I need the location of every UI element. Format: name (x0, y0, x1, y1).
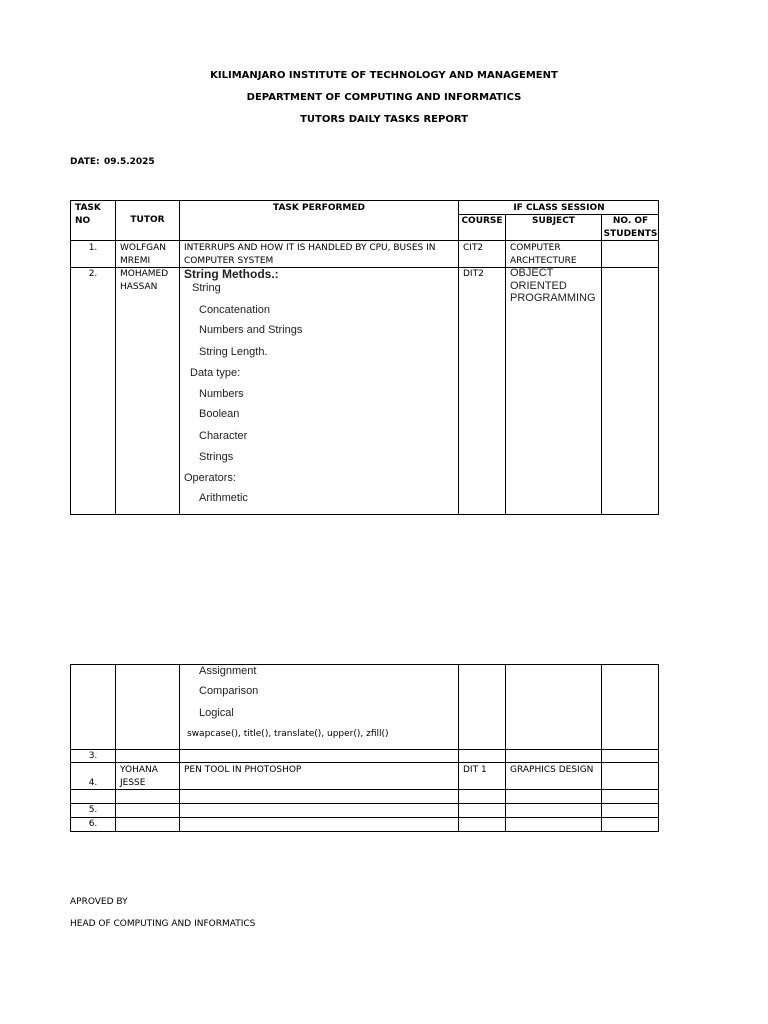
institute-name: KILIMANJARO INSTITUTE OF TECHNOLOGY AND MANAGEMENT (210, 70, 558, 81)
course-code: DIT 1 (463, 765, 487, 775)
header-subject: SUBJECT (532, 216, 575, 226)
header-task-performed: TASK PERFORMED (273, 203, 365, 213)
department-name: DEPARTMENT OF COMPUTING AND INFORMATICS (246, 92, 522, 103)
approver-title: HEAD OF COMPUTING AND INFORMATICS (70, 919, 256, 929)
task-item: Boolean (199, 408, 240, 420)
task-item: Numbers (199, 388, 244, 400)
task-title: String Methods.: (184, 267, 279, 281)
task-item: Character (199, 430, 248, 442)
task-item: Data type: (190, 367, 241, 379)
task-description: INTERRUPS AND HOW IT IS HANDLED BY CPU, BUSES IN COMPUTER SYSTEM (184, 243, 436, 266)
header-course: COURSE (461, 216, 503, 226)
date-value: 09.5.2025 (104, 157, 155, 167)
tutor-name: MOHAMED HASSAN (120, 269, 169, 292)
header-tutor: TUTOR (130, 215, 165, 225)
approved-by-label: APROVED BY (70, 897, 128, 907)
row-number: 3. (88, 751, 98, 761)
task-item: Strings (199, 451, 234, 463)
task-item: Logical (199, 707, 234, 719)
header-task-no: TASK NO (75, 203, 101, 226)
task-item: Arithmetic (199, 492, 248, 504)
subject-name: COMPUTER ARCHTECTURE (510, 243, 577, 266)
row-number: 4. (88, 778, 98, 788)
header-class-session: IF CLASS SESSION (513, 203, 605, 213)
subject-name: GRAPHICS DESIGN (510, 765, 594, 775)
string-methods-list: swapcase(), title(), translate(), upper(), zfill() (187, 729, 389, 739)
tutor-name: YOHANA JESSE (120, 765, 158, 788)
task-item: String (192, 282, 221, 294)
row-number: 2. (88, 269, 98, 279)
task-item: Numbers and Strings (199, 324, 303, 336)
date-label: DATE: (70, 157, 100, 167)
tutor-name: WOLFGAN MREMI (120, 243, 167, 266)
task-description: PEN TOOL IN PHOTOSHOP (184, 765, 302, 775)
header-no-of-students: NO. OF STUDENTS (603, 216, 658, 239)
row-number: 5. (88, 805, 98, 815)
task-item: Assignment (199, 665, 257, 677)
task-item: Comparison (199, 685, 259, 697)
row-number: 6. (88, 819, 98, 829)
task-item: String Length. (199, 346, 268, 358)
course-code: CIT2 (463, 243, 484, 253)
row-number: 1. (88, 243, 98, 253)
task-item: Operators: (184, 472, 236, 484)
report-title: TUTORS DAILY TASKS REPORT (300, 114, 468, 125)
course-code: DIT2 (463, 269, 484, 279)
task-item: Concatenation (199, 304, 270, 316)
subject-name: OBJECT ORIENTED PROGRAMMING (510, 267, 596, 304)
